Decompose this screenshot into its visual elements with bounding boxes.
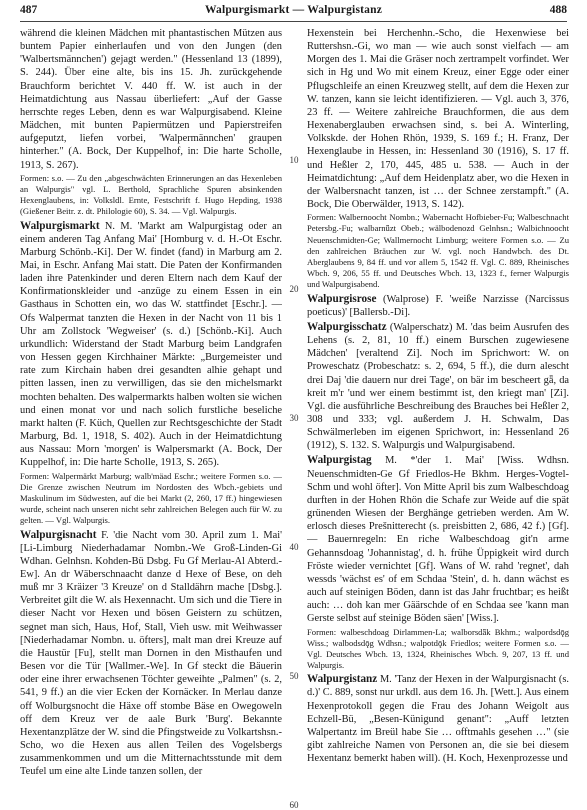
right-column xyxy=(307,27,569,793)
entry-text: M. 'Tanz der Hexen in der Walpurgisnacht (s. d.)' C. 889, sonst nur urkdl. aus dem 16. Jh. [Wett.]. Aus einem Hexenprotokoll gegen die Frau des Johann Weigolt aus Echzell-Bü, „Besen-Künigund genant": „Auff letzten Walpertantz im Breül habe Sie … offtmahls gesehen …" (sie gibt zahlreiche Namen von Personen an, die sie bei diesem Hexentanz bemerkt haben will). (H. Koch, Hexenprozesse und xyxy=(307,674,569,765)
running-head: Walpurgismarkt — Walpurgistanz xyxy=(204,4,383,16)
line-number: 30 xyxy=(289,413,299,423)
dictionary-entry xyxy=(307,293,569,319)
forms-note: Formen: s.o. — Zu den „abgeschwächten Erinnerungen an das Hexenleben an Walpurgis" vgl. L. Berthold, Sprachliche Spuren absinkenden Hexenglaubens, in: Volksldl. Ernte, Festschrift f. Hugo Hepding, 1938 (Gießener Beitr. z. dt. Philologie 60), S. 34. — Vgl. Walpurgis. xyxy=(20,172,282,217)
left-column xyxy=(20,27,282,793)
entry-text: N. M. 'Markt am Walpurgistag oder an einem anderen Tag Anfang Mai' [Homburg v. d. H.-Ot Eschr. Marburg Schönb.-Ki]. Der W. findet (fand) in Marburg am 2. Mai, in Eschr. Anfang Mai statt. Die Paten der Konfirmanden laden ihre Patenkinder und deren Eltern nach dem Kauf der Konfirmationskleider und -anzüge zu einem Essen in ein Gasthaus in Schotten ein, wo das W. stattfindet [Eschr.]. — Ofs Walpermat tanzten die Hexen in der Nacht von 11 bis 1 Uhr am Zollstock 'Wegweiser' (s. d.) [Schönb.-Ki]. Auch urkundlich: Widerstand der Stadt Marburg beim Landgrafen von Hessen gegen Kirchhainer Märkte: „Burgemeister und rate zum Kirchain haben drei gesandten alhie gehapt und pitten lassen, inen zu verwilligen, das sie den michelsmarkt mochten behalten. Des walpermarkts halben wolten sie wichen und einen monat vor und nach solich furstliche beseliche markt halten (F. Küch, Quellen zur Rechtsgeschichte der Stadt Marburg, Bd. 1, 1918, S. 402). Auch in der Heimatdichtung aus Nassau: Morn 'morgen' is Walpersmarkt (A. Bock, Der Kuppelhof, in: Die harte Scholle, 1913, S. 265). xyxy=(20,220,282,469)
entry-headword: Walpurgismarkt xyxy=(20,219,100,232)
dictionary-entry xyxy=(20,529,282,779)
line-number: 10 xyxy=(289,155,299,165)
line-number: 40 xyxy=(289,542,299,552)
forms-note: Formen: Walbernoocht Nombn.; Wabernacht Hofbieber-Fu; Walbeschnacht Petersbg.-Fu; walbarnǖzt Obeb.; wälbodenozd Gelnhsn.; Walbichnoocht Neuenschmidten-Ge; Wallmernocht Limburg; weitere Formen s.o. — Zu den zahlreichen Bräuchen zur W. vgl. noch Handwbch. des Dt. Aberglaubens 9, 84 ff. und vor allem 5, 1542 ff. Vgl. C. 889, Rheinisches Wbch. 9, 206, 55 ff. und Deutsches Wbch. 13, 1323 f., ferner Walpurgis und Walpurgisabend. xyxy=(307,212,569,290)
dictionary-entry xyxy=(307,321,569,453)
line-number: 60 xyxy=(289,800,299,810)
entry-headword: Walpurgistanz xyxy=(307,673,378,686)
dictionary-entry xyxy=(307,454,569,625)
line-number: 50 xyxy=(289,671,299,681)
forms-note: Formen: Walpermärkt Marburg; walb'mäad Eschr.; weitere Formen s.o. — Die Grenze zwischen Neutrum im Nordosten des Wbch.-gebiets und Maskulinum im Südwesten, auf die bei Markt (2, 260, 17 ff.) hingewiesen wurde, scheint nach unseren nicht sehr zahlreichen Belegen auch für W. zu gelten. — Vgl. Walpurgis. xyxy=(20,470,282,526)
entry-headword: Walpurgisrose xyxy=(307,292,377,305)
entry-continuation: während die kleinen Mädchen mit phantastischen Mützen aus buntem Papier einherlaufen und von den Jungen (den 'Walbertsmännchen') gejagt werden." (Hessenland 13 (1899), S. 244). Über eine alte, bis ins 15. Jh. zurückgehende Brauchform berichtet V. 440 ff. W. ist auch in der Heimatdichtung aus Nassau überliefert: „Auf der Gasse herrschte reges Leben, denn es war Walpurgisabend. Kleine Mädchen, mit bunten Papiermützen und Papierstreifen aufgeputzt, liefen vorbei, 'Walpermännchen' graupen hinterher." (A. Bock, Der Kuppelhof, in: Die harte Scholle, 1913, S. 267). xyxy=(20,28,282,171)
entry-headword: Walpurgisschatz xyxy=(307,320,387,333)
entry-continuation: Hexenstein bei Herchenhn.-Scho, die Hexenwiese bei Ruttershsn.-Gi, wo man — wie auch sonst vielfach — am Morgen des 1. Mai die Gräser noch zertrampelt vorfindet. Wer sich in Hg und Wo mit einem Kreuz, einer Egge oder einer Pflugschleife an einen Kreuzweg stellt, auf dem die Hexen zur W. tanzen, kann sie leicht identifizieren. — Vgl. auch 3, 376, 23 ff. — Weitere zahlreiche Brauchformen, die aus dem Hexenaberglauben erwachsen sind, s. bei A. Winterling, Volkskde. der Hohen Rhön, 1939, S. 169 f.; H. Franz, Der Hexenglaube in Hessen, in: Hessenland 30 (1916), S. 17 ff. und Heßler 2, 170, 445, 485 u. 538. — Auch in der Heimatdichtung: „Auf dem Heidenplatz aber, wo die Hexen in der Walbersnacht tanzen, ist … der Schnee zerstampft." (A. Bock, Die Oberwälder, 1913, S. 142). xyxy=(307,28,569,211)
header-rule xyxy=(20,21,567,22)
entry-text: (Walprose) F. 'weiße Narzisse (Narcissus poeticus)' [Ballersb.-Di]. xyxy=(307,293,569,318)
left-page-number: 487 xyxy=(20,4,38,16)
entry-headword: Walpurgisnacht xyxy=(20,528,97,541)
entry-text: M. *'der 1. Mai' [Wiss. Wdhsn. Neuenschmidten-Ge Gf Friedlos-He Bkhm. Herges-Vogtel-Schm und wohl öfter]. Von Mitte April bis zum Walbeschdoag durften in der Hohen Rhön die Schafe zur Weide auf die spät grünenden Wiesen der Berghänge getrieben werden. Am W. erlosch dieses Prešnitterecht (s. preisbitten 2, 686, 42 f.) [Gf]. — Bauernregeln: En riche Walbeschdoag git'n arme Gehannsdoag 'Johannistag', d. h. frühe Üppigkeit wird durch Fröste wieder vernichtet [Gf]. Wans of W. rahd 'regnet', dah wessds 'wächst es' of em Schdaa 'Stein', d. h. dann wächst es auch auf steinigen Böden, dann ist das Jahr fruchtbar; es heißt auch: … doh kan mer Gäärschde of en Schdaa see 'kann man Gerste selbst auf steinige Böden säen' [Wiss.]. xyxy=(307,455,569,625)
entry-text: (Walperschatz) M. 'das beim Ausrufen des Lehens (s. 2, 81, 10 ff.) einem Burschen zugewiesene Mädchen' [veraltend Zi]. Noch im Sprichwort: W. on Proweschatz (Probeschatz: s. 2, 694, 5 ff.), die durn alescht drei Daj 'die dauern nur drei Tage', on bär im bescheert gǟ, da kreit m'r 'und wer einem bestimmt ist, den kriegt man' [Zi]. Vgl. die ausführliche Beschreibung des Brauches bei Heßler 2, 308 und 333; vgl. außerdem J. H. Schwalm, Das Schwälmerleben im eigenen Sprichwort, in: Hessenland 26 (1912), S. 132. S. Walpurgis und Walpurgisabend. xyxy=(307,321,569,452)
line-number: 20 xyxy=(289,284,299,294)
dictionary-entry xyxy=(20,220,282,470)
entry-headword: Walpurgistag xyxy=(307,454,372,467)
entry-text: F. 'die Nacht vom 30. April zum 1. Mai' [Li-Limburg Niederhadamar Nombn.-We Groß-Linden-Gi Wdhan. Gelnhsn. Kohden-Bü Dsbg. Fu Gf Merlau-Al Abterd.-Ew]. An dr Wäberschnaacht danze d Hexe of Bese, on deh muß mr 3 Kräizer '3 Kreuze' on d Stalldährn mache [Dsbg.]. Verbreitet gilt die W. als Hexennacht. Um sich und die Tiere in dieser Nacht vor Hexen und bösen Geistern zu schützen, segnet man sich, Haus, Hof, Stall, Vieh usw. mit Weihwasser [Niederhadamar Nombn. u. öfters], malt man drei Kreuze auf die Haustür [Fu], stellt man Dornen in den Misthaufen und Besen vor die Tür [Wallmer.-We]. In Gf steckt die Bäuerin oder eine ihrer erwachsenen Töchter geweihte „Palmen" (s. 2, 541, 9 ff.) an die vier Ecken der Kornäcker. In Merlau danze off Wolburgsnocht die Häxe off stombe Bäse en Owegoweln off dem Kreuz ver de aale Burk 'Burg'. Bekannte Hexentanzplätze der W. sind die Pfingstweide zu Volkartshsn.-Scho, wo die Hexen aus allen Teilen des Vogelsbergs zusammenkommen und um die Mitternachtsstunde mit dem Teufel um eine alte Linde tanzen sollen, der xyxy=(20,529,282,778)
right-page-number: 488 xyxy=(549,4,567,16)
dictionary-entry xyxy=(307,673,569,765)
forms-note: Formen: walbeschdoag Dirlammen-La; walborsdǟk Bkhm.; walpordsdǭg Wiss.; walbodsdǭg Wdhsn.; walpotdǭk Friedlos; weitere Formen s.o. — Vgl. Deutsches Wbch. 13, 1324, Rheinisches Wbch. 9, 207, 13 ff. und Walpurgis. xyxy=(307,626,569,671)
